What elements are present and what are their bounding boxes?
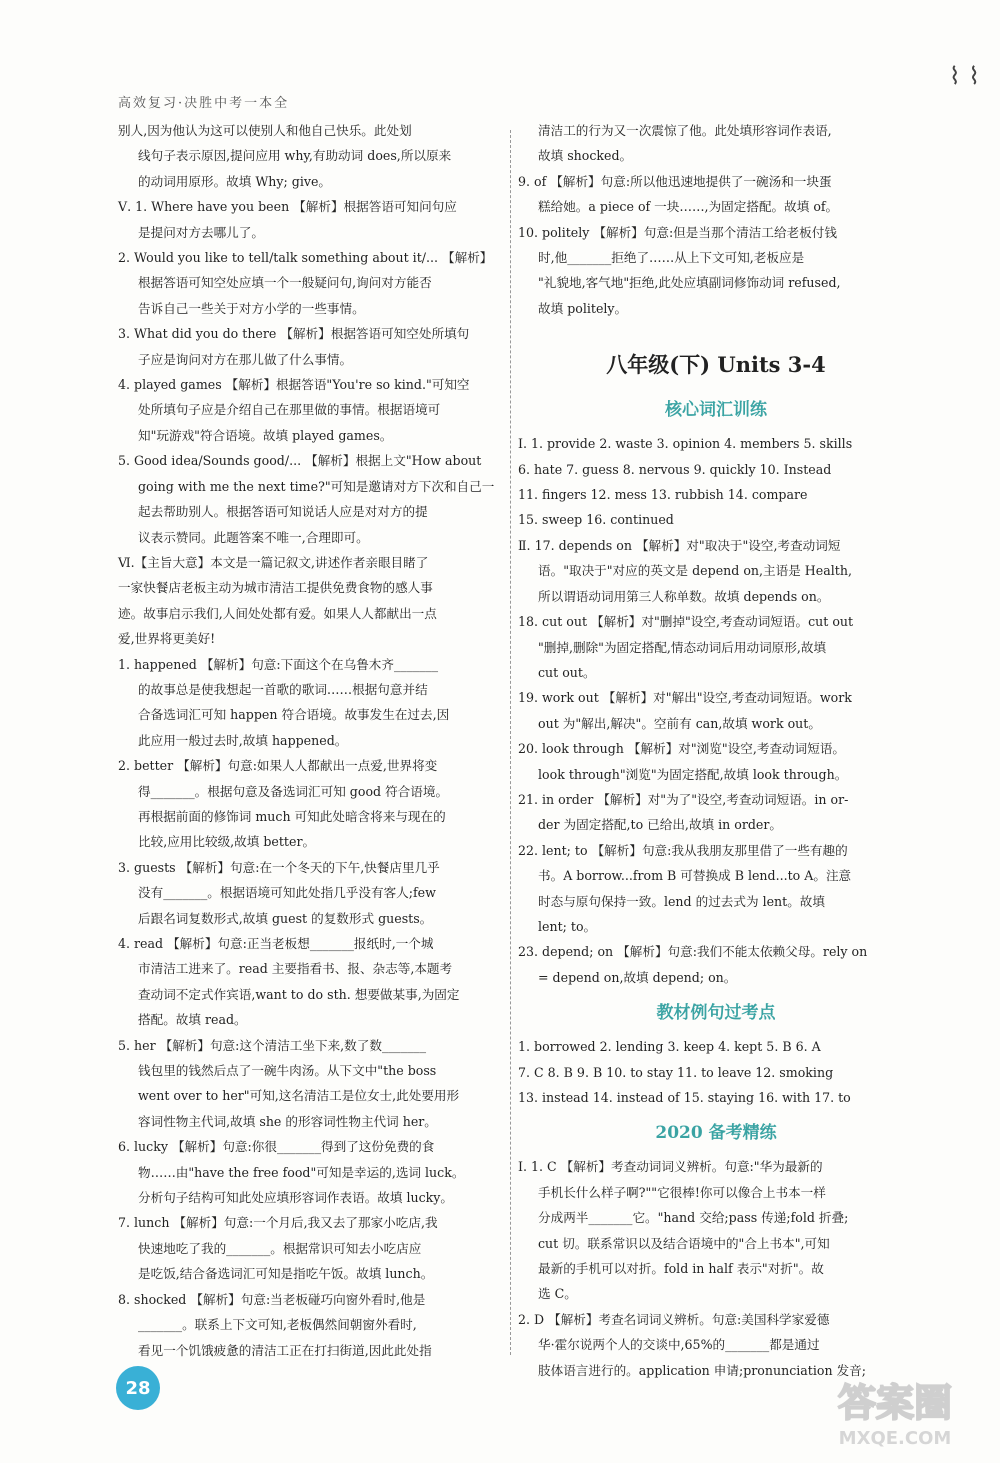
text-line: Ⅰ. 1. C 【解析】考查动词词义辨析。句意:"华为最新的 [518, 1159, 823, 1175]
answer-row: 7. C 8. B 9. B 10. to stay 11. to leave 12. smoking [518, 1064, 834, 1080]
section-title-core-vocab: 核心词汇训练 [665, 400, 767, 421]
text-line: 语。"取决于"对应的英文是 depend on,主语是 Health, [538, 563, 852, 579]
text-line: _______。联系上下文可知,老板偶然间朝窗外看时, [138, 1317, 417, 1333]
text-line: 搭配。故填 read。 [138, 1012, 247, 1028]
text-line: 故填 shocked。 [538, 148, 633, 164]
text-line: 2. better 【解析】句意:如果人人都献出一点爱,世界将变 [118, 758, 438, 774]
text-line: 议表示赞同。此题答案不唯一,合理即可。 [138, 529, 369, 545]
text-line: 快速地吃了我的_______。根据常识可知去小吃店应 [138, 1240, 422, 1256]
text-line: 22. lent; to 【解析】句意:我从我朋友那里借了一些有趣的 [518, 842, 848, 858]
text-line: 市清洁工进来了。read 主要指看书、报、杂志等,本题考 [138, 961, 453, 977]
corner-marks: ⌇ ⌇ [948, 62, 980, 90]
text-line: 肢体语言进行的。application 申请;pronunciation 发音; [538, 1362, 867, 1378]
text-line: 2. Would you like to tell/talk something about it/... 【解析】 [118, 250, 493, 266]
text-line: 是吃饭,结合备选词汇可知是指吃午饭。故填 lunch。 [138, 1266, 434, 1282]
answer-row: 13. instead 14. instead of 15. staying 16. with 17. to [518, 1090, 851, 1105]
text-line: 18. cut out 【解析】对"删掉"设空,考查动词短语。cut out [518, 614, 854, 630]
section-title-exam-prep: 2020 备考精练 [655, 1123, 777, 1144]
text-line: 线句子表示原因,提问应用 why,有助动词 does,所以原来 [138, 148, 452, 164]
text-line: 查动词不定式作宾语,want to do sth. 想要做某事,为固定 [138, 986, 460, 1002]
left-column [118, 118, 518, 1363]
text-line: 再根据前面的修饰词 much 可知此处暗含将来与现在的 [138, 808, 446, 824]
text-line: went over to her"可知,这名清洁工是位女士,此处要用形 [138, 1088, 460, 1104]
svg-text:答案圈: 答案圈 [837, 1381, 953, 1425]
text-line: "礼貌地,客气地"拒绝,此处应填副词修饰动词 refused, [538, 275, 841, 291]
text-line: 分析句子结构可知此处应填形容词作表语。故填 lucky。 [138, 1190, 454, 1206]
text-line: 合备选词汇可知 happen 符合语境。故事发生在过去,因 [138, 707, 450, 723]
text-line: Ⅵ.【主旨大意】本文是一篇记叙文,讲述作者亲眼目睹了 [118, 554, 429, 570]
text-line: 华·霍尔说两个人的交谈中,65%的_______都是通过 [538, 1337, 820, 1353]
text-line: 5. Good idea/Sounds good/... 【解析】根据上文"How about [118, 453, 482, 469]
text-line: "删掉,删除"为固定搭配,情态动词后用动词原形,故填 [538, 639, 827, 655]
answer-row: 11. fingers 12. mess 13. rubbish 14. compare [518, 487, 808, 503]
section-title-textbook: 教材例句过考点 [656, 1003, 776, 1024]
answer-row: Ⅰ. 1. provide 2. waste 3. opinion 4. members 5. skills [518, 436, 853, 452]
text-line: 处所填句子应是介绍自己在那里做的事情。根据语境可 [138, 402, 441, 418]
text-line: 钱包里的钱然后点了一碗牛肉汤。从下文中"the boss [138, 1063, 437, 1079]
text-line: 书。A borrow...from B 可替换成 B lend...to A。注意 [538, 868, 852, 884]
text-line: 迹。故事启示我们,人间处处都有爱。如果人人都献出一点 [118, 605, 437, 621]
text-line: 5. her 【解析】句意:这个清洁工坐下来,数了数_______ [118, 1037, 427, 1053]
text-line: out 为"解出,解决"。空前有 can,故填 work out。 [538, 715, 821, 731]
answer-row: 15. sweep 16. continued [518, 512, 674, 528]
page-number-badge: 28 [116, 1366, 160, 1410]
text-line: 3. What did you do there 【解析】根据答语可知空处所填句 [118, 326, 470, 342]
text-line: 20. look through 【解析】对"浏览"设空,考查动词短语。 [518, 741, 846, 757]
text-line: lent; to。 [538, 918, 597, 934]
text-line: 糕给她。a piece of 一块……,为固定搭配。故填 of。 [538, 199, 839, 215]
text-line: 比较,应用比较级,故填 better。 [138, 834, 316, 850]
text-line: Ⅱ. 17. depends on 【解析】对"取决于"设空,考查动词短 [518, 537, 841, 553]
text-line: 时,他_______拒绝了……从上下文可知,老板应是 [538, 250, 805, 266]
text-line: 21. in order 【解析】对"为了"设空,考查动词短语。in or- [518, 791, 849, 807]
text-line: der 为固定搭配,to 已给出,故填 in order。 [538, 817, 783, 833]
text-line: 所以谓语动词用第三人称单数。故填 depends on。 [538, 588, 830, 604]
text-line: 后跟名词复数形式,故填 guest 的复数形式 guests。 [138, 910, 433, 926]
text-line: 是提问对方去哪儿了。 [138, 224, 264, 240]
svg-text:MXQE.COM: MXQE.COM [838, 1428, 952, 1449]
text-line: 起去帮助别人。根据答语可知说话人应是对对方的提 [138, 504, 428, 520]
text-line: 时态与原句保持一致。lend 的过去式为 lent。故填 [538, 893, 825, 909]
page-header: 高效复习·决胜中考一本全 [118, 96, 290, 111]
text-line: 分成两半_______它。"hand 交给;pass 传递;fold 折叠; [538, 1210, 849, 1226]
text-line: 10. politely 【解析】句意:但是当那个清洁工给老板付钱 [518, 224, 837, 240]
text-line: look through"浏览"为固定搭配,故填 look through。 [538, 766, 848, 782]
text-line: 的故事总是使我想起一首歌的歌词……根据句意并结 [138, 681, 428, 697]
text-line: 手机长什么样子啊?""它很棒!你可以像合上书本一样 [538, 1184, 826, 1200]
text-line: cut out。 [538, 664, 596, 680]
text-line: 爱,世界将更美好! [118, 631, 216, 647]
text-line: 的动词用原形。故填 Why; give。 [138, 173, 332, 189]
text-line: 没有_______。根据语境可知此处指几乎没有客人;few [138, 885, 436, 901]
text-line: 8. shocked 【解析】句意:当老板碰巧向窗外看时,他是 [118, 1291, 426, 1307]
text-line: 4. played games 【解析】根据答语"You're so kind."可知空 [118, 377, 470, 393]
text-line: 物……由"have the free food"可知是幸运的,选词 luck。 [138, 1164, 465, 1180]
answer-row: 1. borrowed 2. lending 3. keep 4. kept 5. B 6. A [518, 1039, 821, 1055]
text-line: 选 C。 [538, 1286, 577, 1302]
text-line: 子应是询问对方在那儿做了什么事情。 [138, 351, 353, 367]
text-line: 告诉自己一些关于对方小学的一些事情。 [138, 300, 365, 316]
right-column [518, 118, 914, 1383]
text-line: 最新的手机可以对折。fold in half 表示"对折"。故 [538, 1261, 824, 1277]
text-line: going with me the next time?"可知是邀请对方下次和自己一 [138, 478, 495, 494]
text-line: 3. guests 【解析】句意:在一个冬天的下午,快餐店里几乎 [118, 859, 440, 875]
text-line: 知"玩游戏"符合语境。故填 played games。 [138, 427, 393, 443]
text-line: 容词性物主代词,故填 she 的形容词性物主代词 her。 [138, 1113, 437, 1129]
text-line: 清洁工的行为又一次震惊了他。此处填形容词作表语, [538, 123, 832, 138]
text-line: 4. read 【解析】句意:正当老板想_______报纸时,一个城 [118, 936, 434, 951]
text-line: 6. lucky 【解析】句意:你很_______得到了这份免费的食 [118, 1139, 435, 1155]
text-line: 别人,因为他认为这可以使别人和他自己快乐。此处划 [118, 123, 412, 138]
text-line: 7. lunch 【解析】句意:一个月后,我又去了那家小吃店,我 [118, 1215, 438, 1231]
text-line: = depend on,故填 depend; on。 [538, 969, 737, 985]
text-line: 23. depend; on 【解析】句意:我们不能太依赖父母。rely on [518, 944, 868, 960]
text-line: cut 切。联系常识以及结合语境中的"合上书本",可知 [538, 1235, 830, 1251]
answer-row: 6. hate 7. guess 8. nervous 9. quickly 10. Instead [518, 461, 832, 477]
text-line: 一家快餐店老板主动为城市清洁工提供免费食物的感人事 [118, 580, 433, 596]
watermark-logo [810, 1372, 980, 1450]
unit-title: 八年级(下) Units 3-4 [606, 352, 826, 378]
text-line: 看见一个饥饿疲惫的清洁工正在打扫街道,因此此处指 [138, 1342, 432, 1358]
text-line: 19. work out 【解析】对"解出"设空,考查动词短语。work [518, 690, 852, 706]
text-line: 9. of 【解析】句意:所以他迅速地提供了一碗汤和一块蛋 [518, 173, 832, 189]
text-line: 此应用一般过去时,故填 happened。 [138, 732, 348, 748]
text-line: 2. D 【解析】考查名词词义辨析。句意:美国科学家爱德 [518, 1311, 830, 1327]
text-line: 故填 politely。 [538, 300, 628, 316]
text-line: 根据答语可知空处应填一个一般疑问句,询问对方能否 [138, 275, 432, 291]
text-line: Ⅴ. 1. Where have you been 【解析】根据答语可知问句应 [118, 199, 457, 215]
text-line: 得_______。根据句意及备选词汇可知 good 符合语境。 [138, 783, 449, 799]
text-line: 1. happened 【解析】句意:下面这个在乌鲁木齐_______ [118, 656, 439, 672]
